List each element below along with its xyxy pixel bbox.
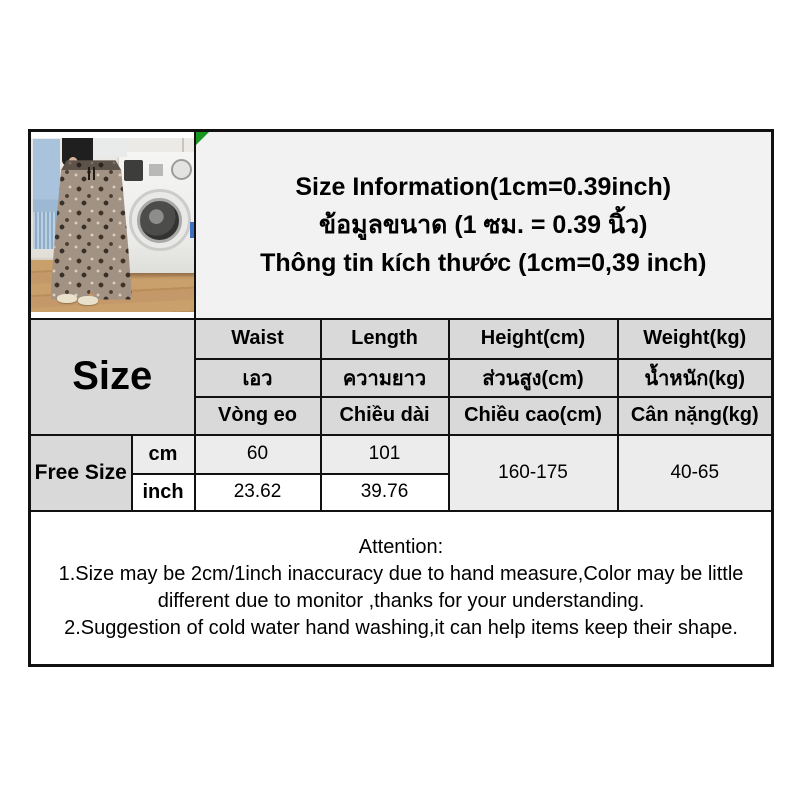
cell-comment-marker-icon	[196, 132, 209, 145]
waist-cm-value: 60	[195, 435, 321, 474]
weight-range-value: 40-65	[618, 435, 773, 511]
free-size-cell	[30, 435, 132, 511]
free-size-label: Free Size	[34, 460, 127, 484]
size-corner-cell	[30, 319, 195, 435]
header-weight-th: น้ำหนัก(kg)	[618, 359, 773, 397]
waist-inch-value: 23.62	[195, 474, 321, 511]
size-chart-sheet	[28, 129, 771, 667]
attention-line-3: 2.Suggestion of cold water hand washing,it can help items keep their shape.	[64, 616, 738, 639]
header-weight-en: Weight(kg)	[618, 319, 773, 359]
header-height-vi: Chiều cao(cm)	[449, 397, 618, 435]
washer-knob	[171, 159, 192, 180]
attention-note-cell	[30, 511, 773, 666]
size-label: Size	[72, 354, 153, 398]
header-length-vi: Chiều dài	[321, 397, 449, 435]
washer-drawer	[124, 160, 143, 181]
header-length-en: Length	[321, 319, 449, 359]
pants-waistband	[59, 160, 124, 170]
unit-cm-cell: cm	[132, 435, 195, 474]
washer-energy-sticker	[190, 222, 193, 238]
washer-display	[149, 164, 163, 176]
size-table	[28, 129, 774, 667]
shoe	[78, 296, 98, 305]
product-photo-cell	[30, 131, 195, 319]
header-waist-en: Waist	[195, 319, 321, 359]
washer-door	[129, 189, 191, 251]
header-waist-th: เอว	[195, 359, 321, 397]
title-th: ข้อมูลขนาด (1 ซม. = 0.39 นิ้ว)	[319, 210, 648, 239]
header-weight-vi: Cân nặng(kg)	[618, 397, 773, 435]
shoe	[57, 294, 77, 303]
title-vi: Thông tin kích thước (1cm=0,39 inch)	[260, 248, 707, 277]
attention-line-1: 1.Size may be 2cm/1inch inaccuracy due to hand measure,Color may be little	[58, 562, 744, 585]
header-height-en: Height(cm)	[449, 319, 618, 359]
white-shirt	[94, 138, 127, 157]
header-height-th: ส่วนสูง(cm)	[449, 359, 618, 397]
drawstring	[88, 167, 90, 180]
length-cm-value: 101	[321, 435, 449, 474]
header-waist-vi: Vòng eo	[195, 397, 321, 435]
washer-drum	[137, 198, 182, 243]
drawstring	[93, 167, 95, 180]
unit-inch-cell: inch	[132, 474, 195, 511]
length-inch-value: 39.76	[321, 474, 449, 511]
product-photo	[31, 138, 194, 312]
washing-machine	[119, 152, 194, 274]
height-range-value: 160-175	[449, 435, 618, 511]
title-en: Size Information(1cm=0.39inch)	[295, 172, 672, 201]
header-length-th: ความยาว	[321, 359, 449, 397]
leopard-print-pants	[51, 160, 132, 299]
attention-line-2: different due to monitor ,thanks for your understanding.	[157, 589, 645, 612]
attention-title: Attention:	[358, 535, 444, 558]
size-information-header-cell	[195, 131, 773, 319]
